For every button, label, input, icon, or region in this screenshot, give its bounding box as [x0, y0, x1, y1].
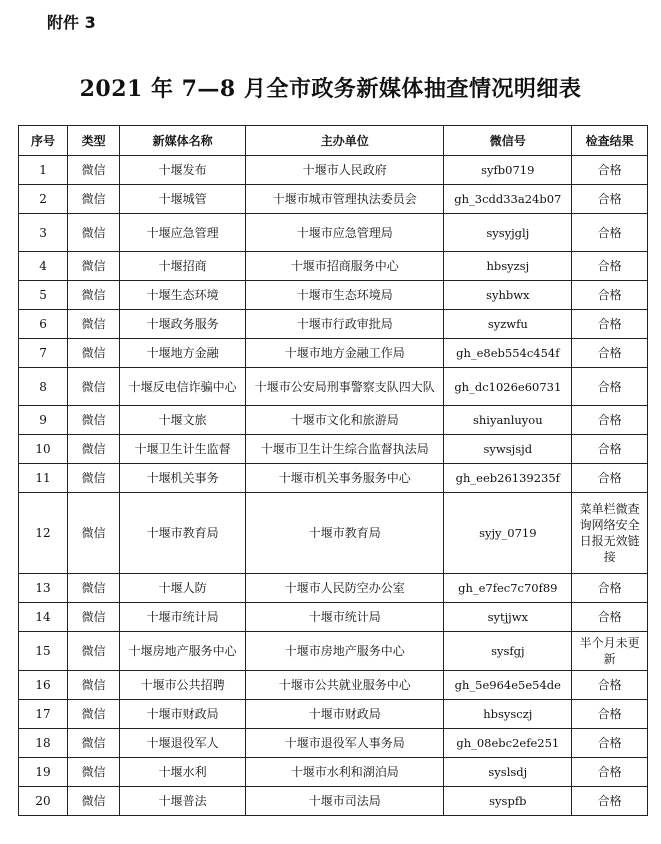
cell-result: 合格	[572, 406, 648, 435]
cell-type: 微信	[68, 729, 120, 758]
cell-media-name: 十堰卫生计生监督	[120, 435, 246, 464]
table-row	[19, 632, 648, 671]
cell-no: 20	[19, 787, 68, 816]
table-row	[19, 700, 648, 729]
cell-organizer: 十堰市房地产服务中心	[246, 632, 444, 671]
cell-no: 7	[19, 339, 68, 368]
cell-wechat-id: sytjjwx	[444, 603, 572, 632]
cell-wechat-id: syspfb	[444, 787, 572, 816]
cell-media-name: 十堰市教育局	[120, 493, 246, 574]
cell-result: 合格	[572, 787, 648, 816]
table-row	[19, 406, 648, 435]
table-row	[19, 339, 648, 368]
table-row	[19, 252, 648, 281]
cell-wechat-id: shiyanluyou	[444, 406, 572, 435]
table-row	[19, 435, 648, 464]
cell-organizer: 十堰市应急管理局	[246, 214, 444, 252]
cell-wechat-id: syslsdj	[444, 758, 572, 787]
cell-result: 半个月未更新	[572, 632, 648, 671]
cell-wechat-id: syzwfu	[444, 310, 572, 339]
cell-type: 微信	[68, 185, 120, 214]
cell-type: 微信	[68, 574, 120, 603]
table-row	[19, 729, 648, 758]
cell-type: 微信	[68, 339, 120, 368]
cell-result: 合格	[572, 214, 648, 252]
cell-media-name: 十堰文旅	[120, 406, 246, 435]
cell-type: 微信	[68, 603, 120, 632]
cell-type: 微信	[68, 787, 120, 816]
cell-result: 合格	[572, 368, 648, 406]
table-row	[19, 281, 648, 310]
cell-wechat-id: gh_dc1026e60731	[444, 368, 572, 406]
cell-type: 微信	[68, 281, 120, 310]
cell-no: 6	[19, 310, 68, 339]
cell-wechat-id: sysyjglj	[444, 214, 572, 252]
cell-result: 菜单栏微查询网络安全日报无效链接	[572, 493, 648, 574]
cell-result: 合格	[572, 729, 648, 758]
cell-wechat-id: syhbwx	[444, 281, 572, 310]
cell-no: 8	[19, 368, 68, 406]
cell-no: 1	[19, 156, 68, 185]
cell-media-name: 十堰应急管理	[120, 214, 246, 252]
cell-organizer: 十堰市机关事务服务中心	[246, 464, 444, 493]
page-title: 2021 年 7—8 月全市政务新媒体抽查情况明细表	[79, 76, 582, 102]
cell-organizer: 十堰市人民政府	[246, 156, 444, 185]
column-header-media-name: 新媒体名称	[120, 126, 246, 156]
table-body	[19, 156, 648, 816]
cell-no: 10	[19, 435, 68, 464]
cell-result: 合格	[572, 574, 648, 603]
cell-type: 微信	[68, 700, 120, 729]
cell-organizer: 十堰市司法局	[246, 787, 444, 816]
cell-organizer: 十堰市生态环境局	[246, 281, 444, 310]
cell-no: 17	[19, 700, 68, 729]
cell-organizer: 十堰市公共就业服务中心	[246, 671, 444, 700]
cell-organizer: 十堰市招商服务中心	[246, 252, 444, 281]
cell-organizer: 十堰市地方金融工作局	[246, 339, 444, 368]
column-header-organizer: 主办单位	[246, 126, 444, 156]
cell-wechat-id: gh_5e964e5e54de	[444, 671, 572, 700]
table-row	[19, 671, 648, 700]
cell-no: 12	[19, 493, 68, 574]
column-header-no: 序号	[19, 126, 68, 156]
cell-wechat-id: gh_08ebc2efe251	[444, 729, 572, 758]
cell-type: 微信	[68, 406, 120, 435]
table-row	[19, 214, 648, 252]
column-header-wechat-id: 微信号	[444, 126, 572, 156]
cell-type: 微信	[68, 214, 120, 252]
cell-wechat-id: syjy_0719	[444, 493, 572, 574]
cell-media-name: 十堰退役军人	[120, 729, 246, 758]
cell-result: 合格	[572, 700, 648, 729]
cell-media-name: 十堰生态环境	[120, 281, 246, 310]
table-row	[19, 758, 648, 787]
cell-media-name: 十堰机关事务	[120, 464, 246, 493]
cell-media-name: 十堰发布	[120, 156, 246, 185]
cell-result: 合格	[572, 185, 648, 214]
table-row	[19, 368, 648, 406]
cell-no: 19	[19, 758, 68, 787]
cell-result: 合格	[572, 464, 648, 493]
cell-media-name: 十堰房地产服务中心	[120, 632, 246, 671]
table-header-row	[19, 126, 648, 156]
cell-organizer: 十堰市公安局刑事警察支队四大队	[246, 368, 444, 406]
cell-type: 微信	[68, 632, 120, 671]
cell-type: 微信	[68, 310, 120, 339]
cell-wechat-id: sywsjsjd	[444, 435, 572, 464]
cell-organizer: 十堰市人民防空办公室	[246, 574, 444, 603]
cell-result: 合格	[572, 339, 648, 368]
table-row	[19, 603, 648, 632]
cell-result: 合格	[572, 435, 648, 464]
cell-wechat-id: syfb0719	[444, 156, 572, 185]
column-header-result: 检查结果	[572, 126, 648, 156]
cell-media-name: 十堰市公共招聘	[120, 671, 246, 700]
cell-result: 合格	[572, 671, 648, 700]
cell-organizer: 十堰市水利和湖泊局	[246, 758, 444, 787]
cell-wechat-id: hbsysczj	[444, 700, 572, 729]
cell-wechat-id: sysfgj	[444, 632, 572, 671]
cell-result: 合格	[572, 281, 648, 310]
cell-wechat-id: gh_e8eb554c454f	[444, 339, 572, 368]
table-row	[19, 156, 648, 185]
cell-result: 合格	[572, 156, 648, 185]
cell-media-name: 十堰政务服务	[120, 310, 246, 339]
cell-type: 微信	[68, 758, 120, 787]
table-row	[19, 464, 648, 493]
cell-no: 2	[19, 185, 68, 214]
cell-wechat-id: gh_3cdd33a24b07	[444, 185, 572, 214]
cell-organizer: 十堰市城市管理执法委员会	[246, 185, 444, 214]
inspection-table	[18, 125, 648, 816]
cell-organizer: 十堰市文化和旅游局	[246, 406, 444, 435]
cell-media-name: 十堰市统计局	[120, 603, 246, 632]
cell-wechat-id: hbsyzsj	[444, 252, 572, 281]
table-row	[19, 493, 648, 574]
cell-no: 5	[19, 281, 68, 310]
cell-type: 微信	[68, 493, 120, 574]
cell-organizer: 十堰市统计局	[246, 603, 444, 632]
cell-no: 15	[19, 632, 68, 671]
column-header-type: 类型	[68, 126, 120, 156]
cell-organizer: 十堰市退役军人事务局	[246, 729, 444, 758]
cell-organizer: 十堰市卫生计生综合监督执法局	[246, 435, 444, 464]
table-row	[19, 185, 648, 214]
cell-result: 合格	[572, 310, 648, 339]
cell-media-name: 十堰市财政局	[120, 700, 246, 729]
cell-type: 微信	[68, 435, 120, 464]
cell-media-name: 十堰招商	[120, 252, 246, 281]
cell-wechat-id: gh_eeb26139235f	[444, 464, 572, 493]
cell-result: 合格	[572, 252, 648, 281]
cell-organizer: 十堰市行政审批局	[246, 310, 444, 339]
cell-no: 13	[19, 574, 68, 603]
cell-result: 合格	[572, 758, 648, 787]
cell-type: 微信	[68, 671, 120, 700]
cell-no: 18	[19, 729, 68, 758]
cell-media-name: 十堰人防	[120, 574, 246, 603]
table-row	[19, 787, 648, 816]
cell-result: 合格	[572, 603, 648, 632]
cell-no: 9	[19, 406, 68, 435]
cell-type: 微信	[68, 252, 120, 281]
cell-organizer: 十堰市教育局	[246, 493, 444, 574]
table-row	[19, 310, 648, 339]
cell-media-name: 十堰地方金融	[120, 339, 246, 368]
cell-no: 4	[19, 252, 68, 281]
cell-organizer: 十堰市财政局	[246, 700, 444, 729]
cell-type: 微信	[68, 156, 120, 185]
cell-media-name: 十堰反电信诈骗中心	[120, 368, 246, 406]
cell-no: 3	[19, 214, 68, 252]
cell-no: 14	[19, 603, 68, 632]
cell-type: 微信	[68, 464, 120, 493]
cell-wechat-id: gh_e7fec7c70f89	[444, 574, 572, 603]
cell-media-name: 十堰普法	[120, 787, 246, 816]
cell-no: 11	[19, 464, 68, 493]
cell-no: 16	[19, 671, 68, 700]
cell-media-name: 十堰城管	[120, 185, 246, 214]
table-row	[19, 574, 648, 603]
cell-type: 微信	[68, 368, 120, 406]
attachment-label: 附件 3	[47, 13, 96, 32]
cell-media-name: 十堰水利	[120, 758, 246, 787]
